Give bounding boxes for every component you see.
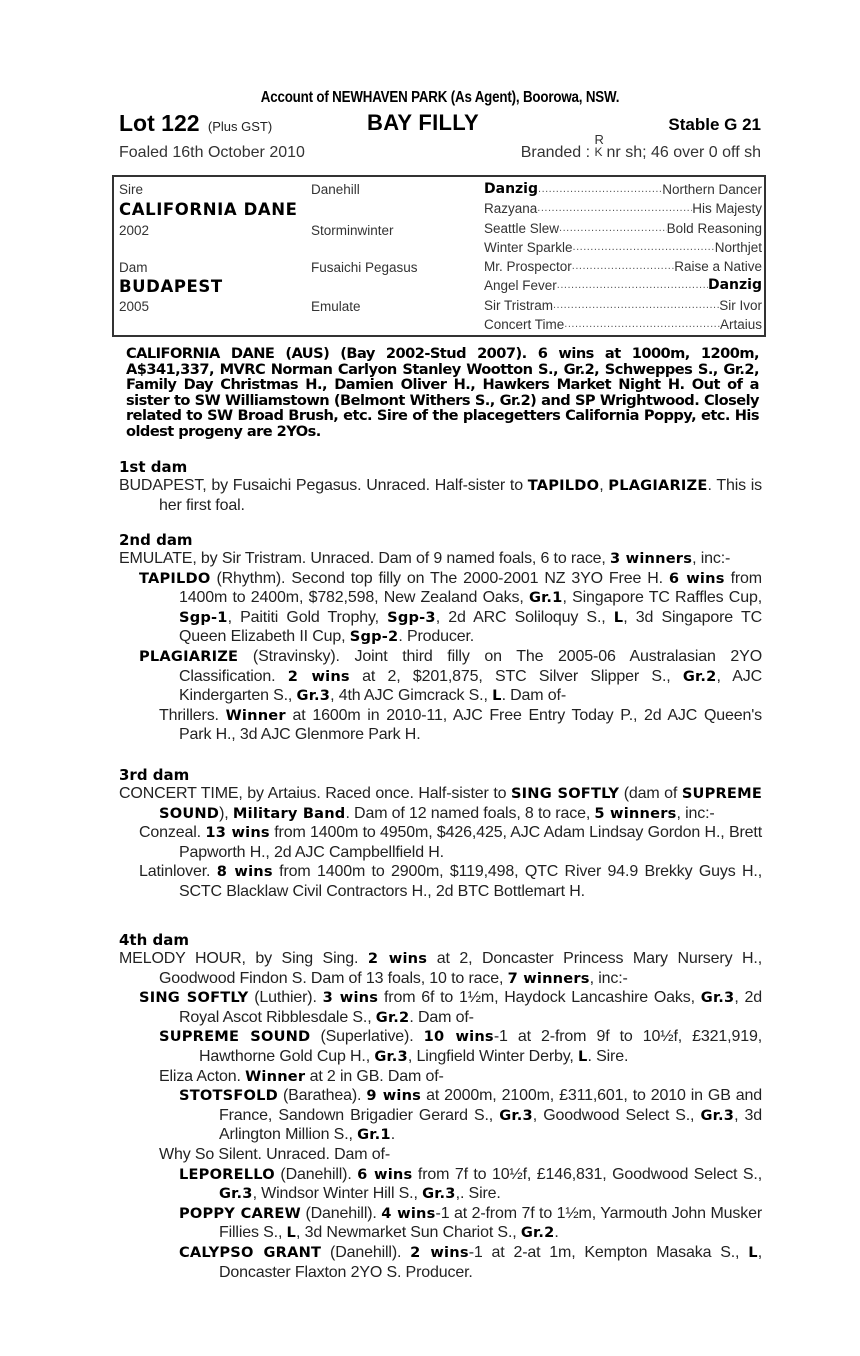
bold-text: Winner [225, 706, 286, 724]
text: ,. Sire. [455, 1185, 501, 1203]
stable-location: Stable G 21 [668, 115, 761, 134]
text: , 2d ARC Soliloquy S., [435, 608, 614, 626]
catalogue-page [119, 88, 761, 166]
progeny-entry [159, 1145, 762, 1165]
text: at 2, Doncaster Princess Mary Nursery H., Goodwood Findon S. Dam of 13 foals, 10 to race, [159, 950, 763, 987]
leader-dots [559, 219, 667, 238]
text: . [390, 1126, 395, 1144]
section-first-dam [119, 458, 762, 515]
progeny-entry [139, 823, 762, 862]
text: Thrillers. [159, 706, 226, 724]
text: -1 at 2-from 9f to 10½f, £321,919, Hawthorne Gold Cup H., [199, 1028, 762, 1065]
text: Latinlover. [139, 863, 217, 881]
text: , [599, 477, 609, 494]
ped-gen3-row [484, 199, 762, 218]
section-fourth-dam [119, 931, 762, 1282]
text: CONCERT TIME, by Artaius. Raced once. Half-sister to [119, 785, 511, 802]
text: (Danehill). [321, 1243, 411, 1261]
text: (Luthier). [248, 989, 323, 1007]
ped-gen3-left: Sir Tristram [484, 298, 553, 313]
ped-gen3-right: Danzig [707, 277, 762, 293]
race-grade: Gr.2 [682, 667, 717, 685]
sire-name: CALIFORNIA DANE [119, 200, 298, 219]
horse-name: PLAGIARIZE [139, 647, 239, 665]
ped-gen3-right: Northjet [714, 240, 762, 255]
race-grade: Gr.3 [296, 687, 331, 705]
text: , 3d Singapore TC Queen Elizabeth II Cup, [179, 608, 762, 646]
race-grade: Gr.3 [700, 989, 735, 1007]
winners-count: 3 winners [610, 550, 693, 567]
bold-text: 2 wins [287, 667, 350, 685]
leader-dots [538, 180, 662, 199]
section-heading: 1st dam [119, 458, 188, 476]
bold-text: 6 wins [357, 1165, 413, 1183]
text: , 4th AJC Gimcrack S., [330, 687, 493, 705]
dam-sire: Fusaichi Pegasus [311, 260, 418, 275]
text: -1 at 2-at 1m, Kempton Masaka S., [468, 1243, 749, 1261]
progeny-entry [159, 706, 762, 745]
text: . Sire. [587, 1047, 629, 1065]
text: , 3d Newmarket Sun Chariot S., [296, 1224, 521, 1242]
horse-name: TAPILDO [527, 477, 600, 494]
bold-text: 6 wins [668, 569, 725, 587]
section-second-dam [119, 531, 762, 745]
text: ), [219, 804, 233, 822]
bold-text: 8 wins [216, 863, 273, 881]
ped-gen3-row [484, 238, 762, 257]
horse-name: SING SOFTLY [510, 785, 620, 802]
ped-gen3-right: Artaius [719, 317, 762, 332]
section-heading: 2nd dam [119, 531, 193, 549]
text: Conzeal. [139, 824, 206, 842]
race-grade: L [492, 687, 502, 705]
text: at 2, $201,875, STC Silver Slipper S., [349, 667, 683, 685]
text: Eliza Acton. [159, 1067, 246, 1085]
text: (Danehill). [300, 1204, 382, 1222]
race-grade: Sgp-1 [179, 608, 228, 626]
race-grade: Gr.3 [374, 1047, 408, 1065]
horse-description: BAY FILLY [367, 110, 479, 135]
race-grade: Gr.3 [499, 1106, 533, 1124]
sire-sire: Danehill [311, 182, 360, 197]
ped-gen3-right: His Majesty [692, 201, 762, 216]
text: EMULATE, by Sir Tristram. Unraced. Dam of 9 named foals, 6 to race, [119, 550, 611, 567]
progeny-entry [159, 1067, 762, 1087]
ped-gen3-left: Mr. Prospector [484, 259, 572, 274]
vendor-account: Account of NEWHAVEN PARK (As Agent), Boorowa, NSW. [260, 89, 620, 106]
leader-dots [564, 315, 720, 334]
gst-note: (Plus GST) [207, 119, 273, 134]
dam-label: Dam [119, 260, 148, 275]
race-grade: L [748, 1243, 758, 1261]
dam-entry [119, 549, 762, 569]
race-grade: Gr.1 [528, 589, 563, 607]
horse-name: PLAGIARIZE [608, 477, 708, 494]
text: , Windsor Winter Hill S., [252, 1185, 423, 1203]
dam-year: 2005 [119, 299, 150, 314]
race-grade: L [613, 608, 624, 626]
text: , 2d Royal Ascot Ribblesdale S., [179, 989, 762, 1026]
leader-dots [557, 276, 708, 295]
progeny-entry [179, 1243, 762, 1282]
lot-label: Lot 122 [119, 110, 200, 136]
text: (Stravinsky). Joint third filly on The 2005-06 Australasian 2YO Classification. [179, 647, 762, 685]
dam-name: BUDAPEST [119, 277, 223, 296]
text: , 3d Arlington Million S., [219, 1106, 762, 1144]
ped-gen3-left: Winter Sparkle [484, 240, 573, 255]
ped-gen3-right: Northern Dancer [662, 182, 762, 197]
progeny-entry [159, 1027, 762, 1066]
lot-row [119, 110, 761, 136]
progeny-entry [179, 1204, 762, 1243]
race-grade: L [286, 1224, 297, 1242]
bold-text: 2 wins [410, 1243, 469, 1261]
text: Why So Silent. Unraced. Dam of- [159, 1145, 390, 1163]
dam-entry [119, 784, 762, 823]
pedigree-table [112, 175, 766, 337]
race-grade: Gr.3 [700, 1106, 735, 1124]
bold-text: 3 wins [322, 989, 379, 1007]
text: at 2 in GB. Dam of- [305, 1067, 444, 1085]
branding [520, 132, 761, 162]
text: BUDAPEST, by Fusaichi Pegasus. Unraced. Half-sister to [119, 477, 528, 494]
text: , Doncaster Flaxton 2YO S. Producer. [219, 1243, 762, 1281]
leader-dots [553, 296, 719, 315]
text: , inc:- [676, 804, 715, 822]
text: . Dam of 12 named foals, 8 to race, [345, 804, 595, 822]
text: at 2000m, 2100m, £311,601, to 2010 in GB and France, Sandown Brigadier Gerard S., [219, 1087, 762, 1124]
leader-dots [573, 238, 715, 257]
horse-name: SUPREME SOUND [159, 785, 762, 822]
text: . This is her first foal. [159, 477, 762, 514]
ped-gen3-left: Razyana [484, 201, 538, 216]
dam-entry [119, 949, 762, 988]
sire-summary: CALIFORNIA DANE (AUS) (Bay 2002-Stud 2007). 6 wins at 1000m, 1200m, A$341,337, MVRC Norman Carlyon Stanley Wootton S., Gr.2, Schweppes S., Gr.2, Family Day Christmas H., Damien Oliver H., Hawkers Market Night H. Out of a sister to SW Williamstown (Belmont Withers S., Gr.2) and SP Wrightwood. Closely related to SW Broad Brush, etc. Sire of the placegetters California Poppy, etc. His oldest progeny are 2YOs. [126, 345, 759, 440]
horse-name: SING SOFTLY [139, 989, 249, 1007]
ped-gen3-left: Danzig [484, 181, 539, 197]
brand-k: K [594, 145, 603, 159]
foal-row [119, 132, 761, 166]
ped-gen3-left: Seattle Slew [484, 221, 560, 236]
bold-text: 9 wins [366, 1087, 422, 1105]
text: , Singapore TC Raffles Cup, [562, 589, 762, 607]
progeny-entry [139, 647, 762, 706]
text: -1 at 2-from 7f to 1½m, Yarmouth John Musker Fillies S., [219, 1204, 762, 1242]
ped-gen3-right: Raise a Native [674, 259, 762, 274]
progeny-entry [179, 1086, 762, 1145]
race-grade: Gr.3 [422, 1185, 456, 1203]
bold-text: 10 wins [423, 1028, 494, 1046]
brand-mark-icon [594, 132, 607, 160]
text: . Producer. [398, 628, 475, 646]
lot-number [119, 110, 272, 140]
ped-gen3-row [484, 180, 762, 199]
text: from 6f to 1½m, Haydock Lancashire Oaks, [378, 989, 701, 1007]
sire-dam: Storminwinter [311, 223, 394, 238]
text: (dam of [619, 785, 682, 802]
ped-gen3-row [484, 257, 762, 276]
bold-text: Winner [245, 1067, 306, 1085]
ped-gen3-row [484, 276, 762, 295]
ped-gen3-row [484, 315, 762, 334]
section-third-dam [119, 766, 762, 902]
progeny-entry [139, 988, 762, 1027]
bold-text: 4 wins [381, 1204, 436, 1222]
text: from 7f to 10½f, £146,831, Goodwood Select S., [412, 1165, 762, 1183]
bold-text: 13 wins [205, 824, 270, 842]
ped-gen3-row [484, 296, 762, 315]
winners-count: 7 winners [507, 969, 590, 987]
race-grade: Gr.1 [357, 1126, 391, 1144]
race-grade: Gr.3 [219, 1185, 253, 1203]
text: (Barathea). [277, 1087, 367, 1105]
progeny-entry [139, 862, 762, 901]
horse-name: STOTSFOLD [179, 1087, 278, 1105]
ped-gen3-left: Angel Fever [484, 278, 557, 293]
branded-label: Branded : [520, 144, 591, 161]
text: . Dam of- [409, 1008, 474, 1026]
text: , inc:- [692, 550, 731, 567]
foaled-date: Foaled 16th October 2010 [119, 144, 305, 161]
branded-details: nr sh; 46 over 0 off sh [606, 144, 761, 161]
race-grade: Sgp-2 [349, 628, 399, 646]
text: , Paititi Gold Trophy, [227, 608, 388, 626]
text: , Lingfield Winter Derby, [407, 1047, 578, 1065]
dam-dam: Emulate [311, 299, 361, 314]
section-heading: 3rd dam [119, 766, 190, 784]
text: from 1400m to 4950m, $426,425, AJC Adam Lindsay Gordon H., Brett Papworth H., 2d AJC Campbellfield H. [179, 824, 762, 861]
race-grade: Gr.2 [520, 1224, 555, 1242]
race-grade: Gr.2 [375, 1008, 410, 1026]
ped-gen3-row [484, 219, 762, 238]
ped-gen3-left: Concert Time [484, 317, 565, 332]
leader-dots [537, 199, 692, 218]
text: (Superlative). [310, 1028, 424, 1046]
ped-gen3-right: Bold Reasoning [666, 221, 762, 236]
section-heading: 4th dam [119, 931, 189, 949]
brand-r: R [594, 132, 604, 147]
text: , inc:- [589, 969, 628, 987]
text: (Rhythm). Second top filly on The 2000-2001 NZ 3YO Free H. [210, 569, 669, 587]
text: . [554, 1224, 559, 1242]
race-grade: Sgp-3 [387, 608, 436, 626]
sire-label: Sire [119, 182, 144, 197]
text: at 1600m in 2010-11, AJC Free Entry Today P., 2d AJC Queen's Park H., 3d AJC Glenmore Park H. [179, 706, 762, 744]
race-grade: L [578, 1047, 588, 1065]
horse-name: POPPY CAREW [179, 1204, 301, 1222]
leader-dots [572, 257, 674, 276]
bold-text: 2 wins [367, 950, 428, 967]
text: , Goodwood Select S., [532, 1106, 701, 1124]
ped-gen3-right: Sir Ivor [719, 298, 762, 313]
horse-name: Military Band [232, 804, 346, 822]
winners-count: 5 winners [594, 804, 677, 822]
text: . Dam of- [501, 687, 567, 705]
text: (Danehill). [274, 1165, 358, 1183]
text: MELODY HOUR, by Sing Sing. [119, 950, 368, 967]
horse-name: SUPREME SOUND [159, 1028, 311, 1046]
horse-name: TAPILDO [139, 569, 211, 587]
progeny-entry [179, 1165, 762, 1204]
text: from 1400m to 2400m, $782,598, New Zealand Oaks, [179, 569, 762, 607]
text: , AJC Kindergarten S., [179, 667, 762, 705]
horse-name: LEPORELLO [179, 1165, 275, 1183]
text: from 1400m to 2900m, $119,498, QTC River 94.9 Brekky Guys H., SCTC Blacklaw Civil Contractors H., 2d BTC Bottlemart H. [179, 863, 762, 900]
horse-name: CALYPSO GRANT [179, 1243, 322, 1261]
dam-entry [119, 476, 762, 515]
sire-year: 2002 [119, 223, 150, 238]
progeny-entry [139, 569, 762, 647]
